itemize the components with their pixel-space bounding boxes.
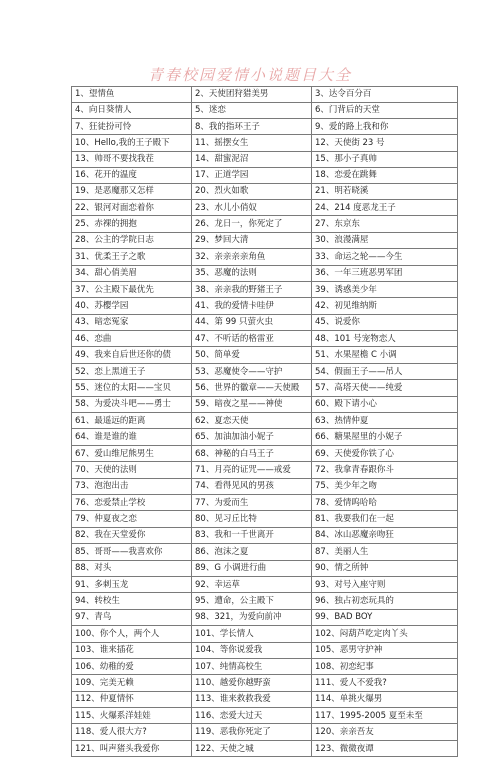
table-cell: 31、优柔王子之歌: [72, 249, 192, 265]
table-cell: 75、美少年之吻: [312, 478, 458, 494]
title-list-table: [71, 86, 458, 757]
table-cell: 121、叫声猪头我爱你: [72, 740, 192, 756]
table-row: [72, 724, 458, 740]
table-cell: 23、水儿小俏奴: [192, 199, 312, 215]
table-cell: 78、爱情呜哈哈: [312, 494, 458, 510]
table-cell: 26、龙日一，你死定了: [192, 216, 312, 232]
table-cell: 4、向日葵情人: [72, 102, 192, 118]
table-cell: 49、我来自后世还你的债: [72, 347, 192, 363]
table-cell: 42、初见维纳斯: [312, 298, 458, 314]
table-cell: 87、美丽人生: [312, 544, 458, 560]
table-cell: 50、简单爱: [192, 347, 312, 363]
table-cell: 48、101 号宠物恋人: [312, 331, 458, 347]
table-row: [72, 168, 458, 184]
table-cell: 64、谁是谁的谁: [72, 429, 192, 445]
table-cell: 46、恋曲: [72, 331, 192, 347]
table-cell: 44、第 99 只萤火虫: [192, 314, 312, 330]
table-cell: 83、我和一千世离开: [192, 527, 312, 543]
table-cell: 65、加油加油小妮子: [192, 429, 312, 445]
table-row: [72, 118, 458, 134]
table-row: [72, 413, 458, 429]
table-cell: 69、天使爱你铁了心: [312, 445, 458, 461]
table-cell: 107、纯情高校生: [192, 658, 312, 674]
table-cell: 20、烈火如歌: [192, 183, 312, 199]
table-cell: 92、幸运草: [192, 576, 312, 592]
table-cell: 109、完美无赖: [72, 675, 192, 691]
table-cell: 45、说爱你: [312, 314, 458, 330]
table-cell: 82、我在天堂爱你: [72, 527, 192, 543]
table-row: [72, 478, 458, 494]
table-cell: 56、世界的徽章——天使殿: [192, 380, 312, 396]
table-cell: 33、命运之轮——今生: [312, 249, 458, 265]
table-cell: 57、高塔天使——纯爱: [312, 380, 458, 396]
table-cell: 71、月亮的证咒——戒爱: [192, 462, 312, 478]
table-cell: 77、为爱而生: [192, 494, 312, 510]
table-row: [72, 396, 458, 412]
table-cell: 105、恶男守护神: [312, 642, 458, 658]
table-cell: 61、最遥远的距离: [72, 413, 192, 429]
table-cell: 2、天使团狩猎美男: [192, 87, 312, 103]
table-cell: 8、我的指环王子: [192, 118, 312, 134]
document-title: 青春校园爱情小说题目大全: [147, 66, 352, 84]
table-cell: 25、赤裸的拥抱: [72, 216, 192, 232]
table-cell: 120、亲亲吾友: [312, 724, 458, 740]
table-cell: 51、水果屋檐 C 小调: [312, 347, 458, 363]
table-cell: 88、对头: [72, 560, 192, 576]
table-row: [72, 691, 458, 707]
table-row: [72, 642, 458, 658]
table-cell: 80、见习丘比特: [192, 511, 312, 527]
table-cell: 119、恶我你死定了: [192, 724, 312, 740]
table-cell: 40、苏樱学园: [72, 298, 192, 314]
table-row: [72, 249, 458, 265]
table-row: [72, 445, 458, 461]
table-cell: 27、东京东: [312, 216, 458, 232]
table-cell: 90、情之所钟: [312, 560, 458, 576]
table-cell: 89、G 小调进行曲: [192, 560, 312, 576]
table-cell: 66、糖果屋里的小妮子: [312, 429, 458, 445]
table-cell: 11、摇摆女生: [192, 135, 312, 151]
table-cell: 34、甜心俏美眉: [72, 265, 192, 281]
table-row: [72, 314, 458, 330]
table-row: [72, 740, 458, 756]
table-row: [72, 462, 458, 478]
table-cell: 112、仲夏情怀: [72, 691, 192, 707]
table-cell: 86、泡沫之夏: [192, 544, 312, 560]
table-row: [72, 281, 458, 297]
table-cell: 53、恶魔使令——守护: [192, 363, 312, 379]
table-cell: 58、为爱决斗吧——勇士: [72, 396, 192, 412]
table-row: [72, 298, 458, 314]
table-row: [72, 363, 458, 379]
table-cell: 115、火爆系洋娃娃: [72, 708, 192, 724]
table-row: [72, 102, 458, 118]
table-cell: 47、不听话的格雷亚: [192, 331, 312, 347]
table-row: [72, 560, 458, 576]
table-cell: 18、恋爱在跳舞: [312, 168, 458, 184]
table-cell: 94、转校生: [72, 593, 192, 609]
table-cell: 76、恋爱禁止学校: [72, 494, 192, 510]
table-cell: 30、浪漫满屋: [312, 232, 458, 248]
table-cell: 67、爱山维尼熊男生: [72, 445, 192, 461]
table-row: [72, 544, 458, 560]
table-cell: 108、初恋纪事: [312, 658, 458, 674]
table-cell: 16、花开的温度: [72, 168, 192, 184]
table-cell: 19、是恶魔那又怎样: [72, 183, 192, 199]
table-row: [72, 511, 458, 527]
table-row: [72, 658, 458, 674]
table-cell: 55、迷位的太阳——宝贝: [72, 380, 192, 396]
table-cell: 95、遭命，公主殿下: [192, 593, 312, 609]
table-cell: 100、你个人，两个人: [72, 626, 192, 642]
table-cell: 79、仲夏夜之恋: [72, 511, 192, 527]
table-cell: 7、狂徒扮可怜: [72, 118, 192, 134]
table-cell: 15、那小子真帅: [312, 151, 458, 167]
table-row: [72, 609, 458, 625]
table-cell: 118、爱人很大方?: [72, 724, 192, 740]
table-cell: 14、甜蜜泥沼: [192, 151, 312, 167]
table-row: [72, 675, 458, 691]
title-list-body: [72, 87, 458, 757]
table-cell: 116、恋爱大过天: [192, 708, 312, 724]
table-cell: 84、冰山恶魔亲吻狂: [312, 527, 458, 543]
table-cell: 114、单挑火爆男: [312, 691, 458, 707]
table-cell: 113、谁来救救我爱: [192, 691, 312, 707]
table-row: [72, 151, 458, 167]
table-cell: 97、青鸟: [72, 609, 192, 625]
table-cell: 103、谁来插花: [72, 642, 192, 658]
table-cell: 74、看得见风的男孩: [192, 478, 312, 494]
table-cell: 91、多刺玉龙: [72, 576, 192, 592]
table-cell: 13、帅哥不要找我茬: [72, 151, 192, 167]
table-cell: 41、我的爱情卡哇伊: [192, 298, 312, 314]
table-cell: 35、恶魔的法则: [192, 265, 312, 281]
table-cell: 104、等你说爱我: [192, 642, 312, 658]
table-cell: 24、214 度恶龙王子: [312, 199, 458, 215]
table-cell: 63、热情仲夏: [312, 413, 458, 429]
table-cell: 122、天使之城: [192, 740, 312, 756]
table-cell: 32、亲亲亲亲角鱼: [192, 249, 312, 265]
table-cell: 106、幼稚的爱: [72, 658, 192, 674]
table-row: [72, 87, 458, 103]
table-cell: 68、神秘的白马王子: [192, 445, 312, 461]
table-cell: 3、达令百分百: [312, 87, 458, 103]
table-cell: 28、公主的学院日志: [72, 232, 192, 248]
table-row: [72, 331, 458, 347]
table-cell: 52、恋上黑道王子: [72, 363, 192, 379]
table-cell: 123、微微夜谭: [312, 740, 458, 756]
table-cell: 1、望情鱼: [72, 87, 192, 103]
table-row: [72, 593, 458, 609]
table-cell: 98、321，为爱向前冲: [192, 609, 312, 625]
table-cell: 117、1995-2005 夏至未至: [312, 708, 458, 724]
table-row: [72, 626, 458, 642]
table-cell: 5、迷恋: [192, 102, 312, 118]
table-cell: 96、独占初恋玩具的: [312, 593, 458, 609]
table-row: [72, 135, 458, 151]
table-row: [72, 183, 458, 199]
table-cell: 29、梦回大清: [192, 232, 312, 248]
table-cell: 21、明若晓溪: [312, 183, 458, 199]
table-row: [72, 347, 458, 363]
table-cell: 54、假面王子——吊人: [312, 363, 458, 379]
table-cell: 93、对号入座守则: [312, 576, 458, 592]
table-cell: 70、天使的法则: [72, 462, 192, 478]
table-cell: 39、诱惑美少年: [312, 281, 458, 297]
table-cell: 59、暗夜之星——神使: [192, 396, 312, 412]
table-row: [72, 576, 458, 592]
table-row: [72, 265, 458, 281]
table-cell: 81、我要我们在一起: [312, 511, 458, 527]
table-row: [72, 429, 458, 445]
table-cell: 10、Hello,我的王子殿下: [72, 135, 192, 151]
table-cell: 36、一年三班恶男军团: [312, 265, 458, 281]
table-cell: 17、正道学园: [192, 168, 312, 184]
table-cell: 60、殿下请小心: [312, 396, 458, 412]
table-row: [72, 527, 458, 543]
table-row: [72, 494, 458, 510]
table-row: [72, 199, 458, 215]
table-cell: 12、天使街 23 号: [312, 135, 458, 151]
table-cell: 43、暗恋冤家: [72, 314, 192, 330]
table-cell: 38、亲亲我的野猪王子: [192, 281, 312, 297]
table-row: [72, 708, 458, 724]
table-cell: 73、泡泡出击: [72, 478, 192, 494]
table-cell: 37、公主殿下最优先: [72, 281, 192, 297]
table-cell: 6、门背后的天堂: [312, 102, 458, 118]
table-cell: 111、爱人不爱我?: [312, 675, 458, 691]
table-cell: 9、爱的路上我和你: [312, 118, 458, 134]
table-cell: 72、我拿青春跟你斗: [312, 462, 458, 478]
table-cell: 85、哥哥——我喜欢你: [72, 544, 192, 560]
table-row: [72, 232, 458, 248]
table-cell: 110、越爱你越野蛮: [192, 675, 312, 691]
table-cell: 22、银河对面恋着你: [72, 199, 192, 215]
table-cell: 102、闷葫芦吃定肉丫头: [312, 626, 458, 642]
table-row: [72, 380, 458, 396]
table-row: [72, 216, 458, 232]
table-cell: 99、BAD BOY: [312, 609, 458, 625]
table-cell: 101、学长情人: [192, 626, 312, 642]
table-cell: 62、夏恋天使: [192, 413, 312, 429]
